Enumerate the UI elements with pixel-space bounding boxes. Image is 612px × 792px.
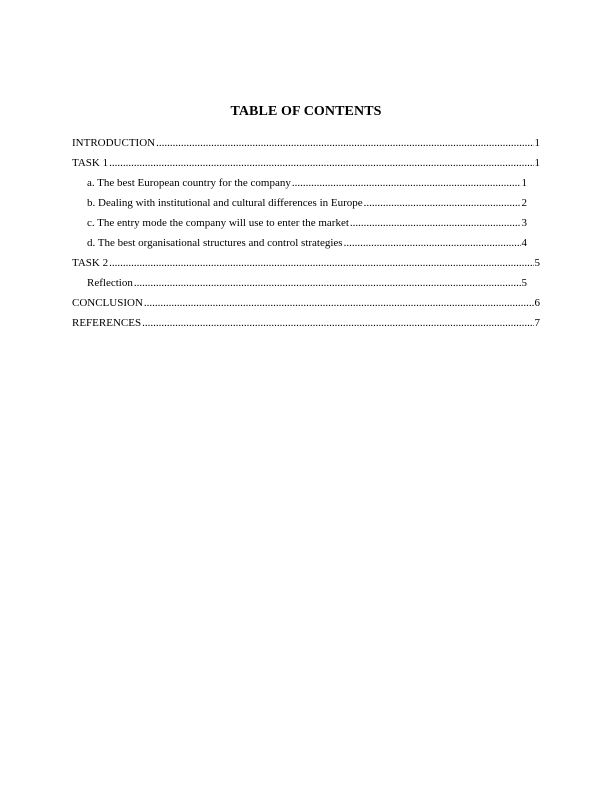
toc-list [0, 136, 612, 330]
dot-leader [109, 156, 533, 170]
toc-entry-task-1[interactable] [72, 156, 540, 170]
dot-leader [350, 216, 521, 230]
toc-entry-references[interactable] [72, 316, 540, 330]
toc-entry-task-1d[interactable] [87, 236, 527, 250]
toc-entry-page: 1 [521, 177, 527, 189]
toc-entry-task-1c[interactable] [87, 216, 527, 230]
toc-entry-label: CONCLUSION [72, 297, 143, 309]
toc-entry-label: TASK 1 [72, 157, 109, 169]
toc-entry-label: a. The best European country for the company [87, 177, 291, 189]
dot-leader [344, 236, 521, 250]
toc-entry-label: TASK 2 [72, 257, 109, 269]
toc-entry-page: 7 [534, 317, 540, 329]
dot-leader [156, 136, 533, 150]
dot-leader [134, 276, 521, 290]
dot-leader [142, 316, 533, 330]
toc-entry-page: 4 [521, 237, 527, 249]
toc-entry-page: 2 [521, 197, 527, 209]
toc-entry-label: d. The best organisational structures and control strategies [87, 237, 343, 249]
toc-entry-label: c. The entry mode the company will use to enter the market [87, 217, 349, 229]
dot-leader [109, 256, 533, 270]
toc-entry-reflection[interactable] [87, 276, 527, 290]
toc-entry-page: 3 [521, 217, 527, 229]
toc-entry-task-1a[interactable] [87, 176, 527, 190]
toc-entry-conclusion[interactable] [72, 296, 540, 310]
toc-entry-task-2[interactable] [72, 256, 540, 270]
toc-entry-label: b. Dealing with institutional and cultural differences in Europe [87, 197, 363, 209]
toc-entry-page: 1 [534, 157, 540, 169]
dot-leader [144, 296, 534, 310]
toc-entry-label: Reflection [87, 277, 133, 289]
toc-entry-label: INTRODUCTION [72, 137, 156, 149]
toc-entry-page: 5 [534, 257, 540, 269]
toc-entry-page: 6 [534, 297, 540, 309]
toc-entry-page: 5 [521, 277, 527, 289]
toc-title: TABLE OF CONTENTS [230, 104, 382, 119]
toc-entry-introduction[interactable] [72, 136, 540, 150]
toc-entry-page: 1 [534, 137, 540, 149]
dot-leader [364, 196, 521, 210]
dot-leader [292, 176, 521, 190]
toc-entry-label: REFERENCES [72, 317, 142, 329]
toc-entry-task-1b[interactable] [87, 196, 527, 210]
